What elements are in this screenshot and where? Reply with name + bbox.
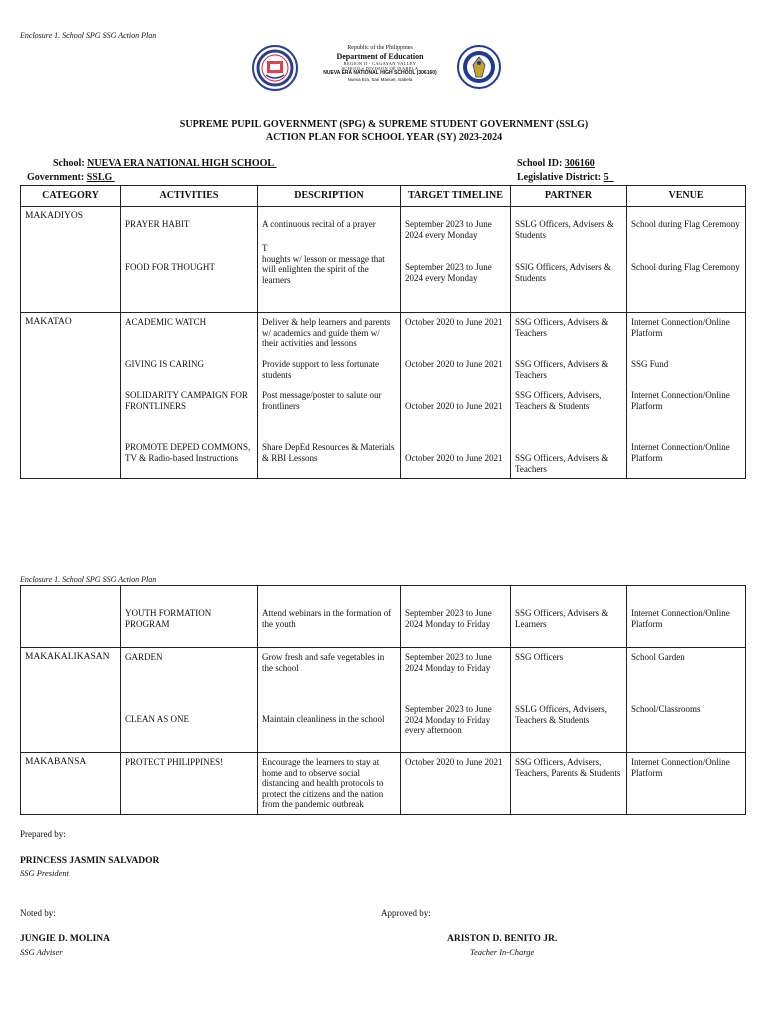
header-description: DESCRIPTION bbox=[258, 186, 401, 207]
enclosure-label-page2: Enclosure 1. School SPG SSG Action Plan bbox=[20, 575, 157, 584]
activity-food-for-thought: FOOD FOR THOUGHT bbox=[125, 262, 215, 272]
timeline-cell bbox=[401, 207, 511, 313]
venue-giving-is-caring: SSG Fund bbox=[631, 359, 669, 369]
venue-cell bbox=[627, 648, 746, 753]
category-cell bbox=[21, 207, 121, 313]
venue-food-for-thought: School during Flag Ceremony bbox=[631, 262, 740, 272]
district-info bbox=[517, 172, 614, 183]
letterhead-division: SCHOOLS DIVISION OF ISABELA bbox=[341, 66, 419, 72]
activity-promote-deped: PROMOTE DEPED COMMONS, TV & Radio-based Instructions bbox=[125, 442, 251, 463]
description-garden: Grow fresh and safe vegetables in the school bbox=[262, 652, 385, 673]
noted-by-name: JUNGIE D. MOLINA bbox=[20, 934, 110, 944]
partner-cell bbox=[511, 586, 627, 648]
header-category: CATEGORY bbox=[21, 186, 121, 207]
timeline-giving-is-caring: October 2020 to June 2021 bbox=[405, 359, 503, 369]
venue-cell bbox=[627, 207, 746, 313]
approved-by-label: Approved by: bbox=[381, 908, 431, 918]
table-row bbox=[21, 753, 746, 815]
partner-solidarity-campaign: SSG Officers, Advisers, Teachers & Students bbox=[515, 390, 602, 411]
timeline-prayer-habit: September 2023 to June 2024 every Monday bbox=[405, 219, 492, 240]
venue-cell bbox=[627, 586, 746, 648]
letterhead-school: NUEVA ERA NATIONAL HIGH SCHOOL (306160) bbox=[323, 70, 437, 77]
partner-cell bbox=[511, 648, 627, 753]
partner-academic-watch: SSG Officers, Advisers & Teachers bbox=[515, 317, 609, 338]
school-id-value: 306160 bbox=[564, 158, 595, 169]
school-id-info bbox=[517, 158, 595, 169]
partner-food-for-thought: SSlG Officers, Advisers & Students bbox=[515, 262, 611, 283]
category-makabansa: MAKABANSA bbox=[25, 757, 87, 767]
partner-cell bbox=[511, 207, 627, 313]
approved-by-role: Teacher In-Charge bbox=[470, 947, 535, 957]
timeline-food-for-thought: September 2023 to June 2024 every Monday bbox=[405, 262, 492, 283]
timeline-promote-deped: October 2020 to June 2021 bbox=[405, 453, 503, 463]
district-value: 5 bbox=[603, 172, 609, 183]
noted-by-role: SSG Adviser bbox=[20, 947, 63, 957]
partner-promote-deped: SSG Officers, Advisers & Teachers bbox=[515, 453, 609, 474]
activity-prayer-habit: PRAYER HABIT bbox=[125, 219, 190, 229]
timeline-garden: September 2023 to June 2024 Monday to Friday bbox=[405, 652, 492, 673]
venue-solidarity-campaign: Internet Connection/Online Platform bbox=[631, 390, 730, 411]
table-row bbox=[21, 586, 746, 648]
government-label: Government: bbox=[27, 172, 85, 183]
timeline-cell bbox=[401, 648, 511, 753]
description-prayer-habit: A continuous recital of a prayer bbox=[262, 219, 376, 229]
timeline-solidarity-campaign: October 2020 to June 2021 bbox=[405, 401, 503, 411]
district-label: Legislative District: bbox=[517, 172, 602, 183]
activities-cell bbox=[121, 753, 258, 815]
description-food-for-thought: houghts w/ lesson or message that will enlighten the spirit of the learners bbox=[262, 253, 385, 285]
venue-cell bbox=[627, 313, 746, 479]
activity-garden: GARDEN bbox=[125, 652, 163, 662]
description-cell bbox=[258, 313, 401, 479]
description-giving-is-caring: Provide support to less fortunate students bbox=[262, 359, 379, 380]
school-label: School: bbox=[53, 158, 85, 169]
timeline-protect-philippines: October 2020 to June 2021 bbox=[405, 757, 503, 767]
header-timeline: TARGET TIMELINE bbox=[401, 186, 511, 207]
partner-clean-as-one: SSLG Officers, Advisers, Teachers & Students bbox=[515, 704, 607, 725]
description-cell bbox=[258, 753, 401, 815]
prepared-by-name: PRINCESS JASMIN SALVADOR bbox=[20, 856, 160, 866]
partner-youth-formation: SSG Officers, Advisers & Learners bbox=[515, 608, 609, 629]
partner-protect-philippines: SSG Officers, Advisers, Teachers, Parents & Students bbox=[515, 757, 621, 778]
description-clean-as-one: Maintain cleanliness in the school bbox=[262, 714, 385, 724]
activity-youth-formation: YOUTH FORMATION PROGRAM bbox=[125, 608, 212, 629]
activity-solidarity-campaign: SOLIDARITY CAMPAIGN FOR FRONTLINERS bbox=[125, 390, 248, 411]
school-seal-icon bbox=[252, 45, 298, 91]
table-header-row bbox=[21, 186, 746, 207]
venue-clean-as-one: School/Classrooms bbox=[631, 704, 701, 714]
school-info bbox=[53, 158, 277, 169]
category-makakalikasan: MAKAKALIKASAN bbox=[25, 652, 110, 662]
description-youth-formation: Attend webinars in the formation of the youth bbox=[262, 608, 392, 629]
activities-cell bbox=[121, 207, 258, 313]
venue-garden: School Garden bbox=[631, 652, 685, 662]
table-row bbox=[21, 207, 746, 313]
partner-cell bbox=[511, 313, 627, 479]
category-cell bbox=[21, 586, 121, 648]
partner-cell bbox=[511, 753, 627, 815]
header-partner: PARTNER bbox=[511, 186, 627, 207]
description-food-for-thought-t: T bbox=[262, 243, 268, 253]
activity-protect-philippines: PROTECT PHILIPPINES! bbox=[125, 757, 224, 767]
government-info bbox=[27, 172, 115, 183]
partner-garden: SSG Officers bbox=[515, 652, 564, 662]
venue-youth-formation: Internet Connection/Online Platform bbox=[631, 608, 730, 629]
timeline-academic-watch: October 2020 to June 2021 bbox=[405, 317, 503, 327]
table-row bbox=[21, 313, 746, 479]
noted-by-label: Noted by: bbox=[20, 908, 56, 918]
partner-giving-is-caring: SSG Officers, Advisers & Teachers bbox=[515, 359, 609, 380]
category-cell bbox=[21, 753, 121, 815]
letterhead-department: Department of Education bbox=[336, 51, 424, 61]
timeline-cell bbox=[401, 586, 511, 648]
deped-seal-icon bbox=[457, 45, 501, 89]
header-venue: VENUE bbox=[627, 186, 746, 207]
category-makadiyos: MAKADIYOS bbox=[25, 211, 84, 221]
category-cell bbox=[21, 648, 121, 753]
activities-cell bbox=[121, 313, 258, 479]
description-solidarity-campaign: Post message/poster to salute our frontliners bbox=[262, 390, 382, 411]
activities-cell bbox=[121, 586, 258, 648]
enclosure-label: Enclosure 1. School SPG SSG Action Plan bbox=[20, 31, 157, 40]
description-cell bbox=[258, 586, 401, 648]
category-cell bbox=[21, 313, 121, 479]
venue-cell bbox=[627, 753, 746, 815]
description-cell bbox=[258, 648, 401, 753]
table-row bbox=[21, 648, 746, 753]
school-value: NUEVA ERA NATIONAL HIGH SCHOOL bbox=[87, 158, 275, 169]
description-cell bbox=[258, 207, 401, 313]
prepared-by-role: SSG President bbox=[20, 868, 70, 878]
timeline-clean-as-one: September 2023 to June 2024 Monday to Friday every afternoon bbox=[405, 704, 492, 736]
description-academic-watch: Deliver & help learners and parents w/ academics and guide them w/ their activities and lessons bbox=[262, 317, 391, 349]
activity-academic-watch: ACADEMIC WATCH bbox=[125, 317, 207, 327]
title-line1: SUPREME PUPIL GOVERNMENT (SPG) & SUPREME STUDENT GOVERNMENT (SSLG) bbox=[179, 119, 589, 130]
letterhead-address: Nueva Era, San Manuel, Isabela bbox=[347, 77, 413, 83]
venue-promote-deped: Internet Connection/Online Platform bbox=[631, 442, 730, 463]
title-line2: ACTION PLAN FOR SCHOOL YEAR (SY) 2023-2024 bbox=[265, 132, 503, 143]
category-makatao: MAKATAO bbox=[25, 317, 72, 327]
header-activities: ACTIVITIES bbox=[121, 186, 258, 207]
action-plan-table-page1 bbox=[20, 185, 746, 479]
action-plan-table-page2 bbox=[20, 585, 746, 815]
venue-prayer-habit: School during Flag Ceremony bbox=[631, 219, 740, 229]
letterhead-republic: Republic of the Philippines bbox=[347, 45, 413, 51]
timeline-cell bbox=[401, 753, 511, 815]
activities-cell bbox=[121, 648, 258, 753]
timeline-youth-formation: September 2023 to June 2024 Monday to Friday bbox=[405, 608, 492, 629]
letterhead-region: REGION II - CAGAYAN VALLEY bbox=[343, 61, 417, 67]
letterhead bbox=[310, 45, 450, 82]
timeline-cell bbox=[401, 313, 511, 479]
description-promote-deped: Share DepEd Resources & Materials & RBI Lessons bbox=[262, 442, 395, 463]
venue-protect-philippines: Internet Connection/Online Platform bbox=[631, 757, 730, 778]
venue-academic-watch: Internet Connection/Online Platform bbox=[631, 317, 730, 338]
activity-giving-is-caring: GIVING IS CARING bbox=[125, 359, 204, 369]
school-id-label: School ID: bbox=[517, 158, 563, 169]
approved-by-name: ARISTON D. BENITO JR. bbox=[447, 934, 558, 944]
partner-prayer-habit: SSLG Officers, Advisers & Students bbox=[515, 219, 614, 240]
activity-clean-as-one: CLEAN AS ONE bbox=[125, 714, 190, 724]
government-value: SSLG bbox=[86, 172, 113, 183]
description-protect-philippines: Encourage the learners to stay at home and to observe social distancing and health protocols to protect the citizens and the nation from the pandemic outbreak bbox=[262, 757, 384, 810]
prepared-by-label: Prepared by: bbox=[20, 829, 66, 839]
